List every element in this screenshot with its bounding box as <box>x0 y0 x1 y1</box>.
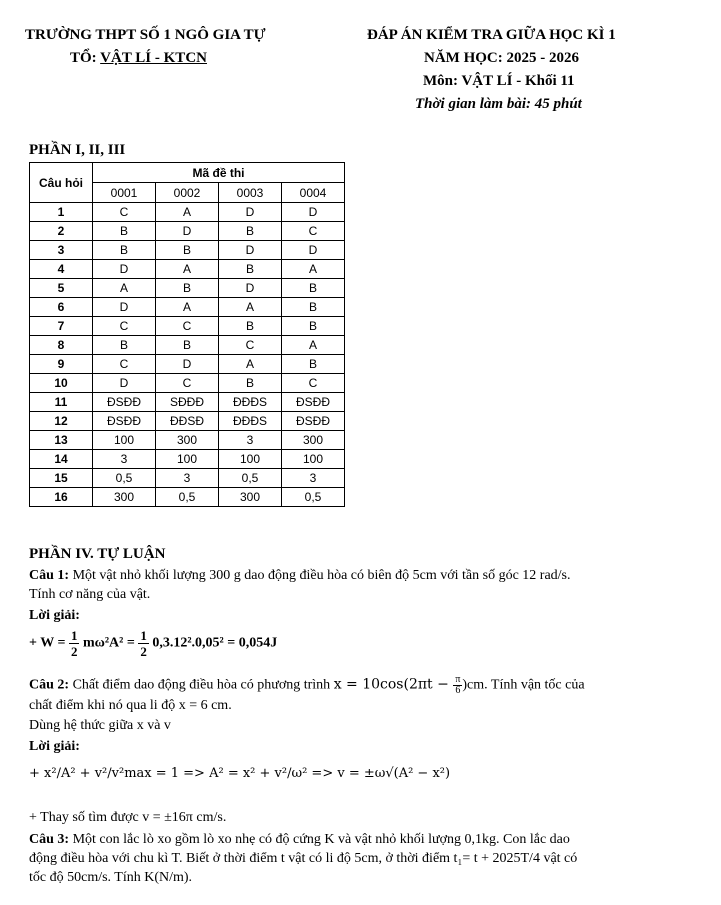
frac-num-2: 1 <box>140 628 147 643</box>
table-row <box>30 241 345 260</box>
answer-cell: B <box>282 298 345 317</box>
exam-title: ĐÁP ÁN KIỂM TRA GIỮA HỌC KÌ 1 <box>367 27 616 43</box>
q3-label: Câu 3: <box>29 832 70 847</box>
answer-cell: C <box>156 317 219 336</box>
answer-cell: A <box>156 260 219 279</box>
answer-cell: B <box>282 355 345 374</box>
q1-solution-label: Lời giải: <box>29 608 80 623</box>
answer-cell: 100 <box>156 450 219 469</box>
question-number: 7 <box>30 317 93 336</box>
q1-label: Câu 1: <box>29 568 70 583</box>
answer-cell: D <box>93 298 156 317</box>
answer-cell: 300 <box>93 488 156 507</box>
question-number: 6 <box>30 298 93 317</box>
answer-cell: ĐĐSĐ <box>156 412 219 431</box>
answer-cell: D <box>156 355 219 374</box>
school-name: TRƯỜNG THPT SỐ 1 NGÔ GIA TỰ <box>25 27 266 43</box>
code-group-header: Mã đề thi <box>93 163 345 183</box>
answer-cell: 300 <box>282 431 345 450</box>
fraction-half <box>69 628 80 659</box>
answer-table <box>29 162 345 507</box>
code-header-0003: 0003 <box>219 183 282 203</box>
answer-cell: ĐSĐĐ <box>93 412 156 431</box>
question-number: 10 <box>30 374 93 393</box>
answer-cell: D <box>282 203 345 222</box>
answer-cell: D <box>282 241 345 260</box>
code-header-0004: 0004 <box>282 183 345 203</box>
q2-equation: x = 10cos(2πt − <box>333 676 454 693</box>
answer-cell: A <box>219 298 282 317</box>
question-number: 9 <box>30 355 93 374</box>
department <box>70 50 207 67</box>
frac-num: 1 <box>70 628 78 643</box>
answer-cell: 100 <box>282 450 345 469</box>
answer-cell: D <box>156 222 219 241</box>
answer-cell: 3 <box>282 469 345 488</box>
answer-cell: C <box>219 336 282 355</box>
table-row <box>30 336 345 355</box>
question-number: 15 <box>30 469 93 488</box>
table-row <box>30 393 345 412</box>
answer-cell: 0,5 <box>156 488 219 507</box>
q1-sol-tail: 0,3.12².0,05² = 0,054J <box>152 635 278 651</box>
table-row <box>30 222 345 241</box>
answer-cell: ĐSĐĐ <box>282 412 345 431</box>
frac-pi: π <box>455 674 461 685</box>
q3-line1 <box>29 832 570 848</box>
answer-cell: ĐSĐĐ <box>93 393 156 412</box>
answer-cell: A <box>156 298 219 317</box>
school-year: NĂM HỌC: 2025 - 2026 <box>424 50 579 66</box>
answer-cell: 0,5 <box>219 469 282 488</box>
answer-cell: A <box>219 355 282 374</box>
question-number: 16 <box>30 488 93 507</box>
answer-cell: 0,5 <box>282 488 345 507</box>
table-row <box>30 203 345 222</box>
answer-cell: ĐSĐĐ <box>282 393 345 412</box>
q2-solution-formula: + x²/A² + v²/v²max = 1 => A² = x² + v²/ω² => v = ±ω√(A² − x²) <box>29 766 451 781</box>
q1-sol-prefix: + W = <box>29 635 69 651</box>
fraction-half-2 <box>138 628 149 659</box>
answer-cell: B <box>219 222 282 241</box>
q1-line2: Tính cơ năng của vật. <box>29 587 151 602</box>
answer-cell: A <box>156 203 219 222</box>
answer-cell: B <box>282 317 345 336</box>
answer-cell: 3 <box>156 469 219 488</box>
question-number: 11 <box>30 393 93 412</box>
q2-line2: chất điểm khi nó qua li độ x = 6 cm. <box>29 698 232 713</box>
department-prefix: TỔ: <box>70 50 101 66</box>
table-row <box>30 298 345 317</box>
answer-cell: C <box>156 374 219 393</box>
table-row <box>30 431 345 450</box>
table-row <box>30 260 345 279</box>
subject: Môn: VẬT LÍ - Khối 11 <box>423 73 575 89</box>
code-header-0002: 0002 <box>156 183 219 203</box>
answer-cell: B <box>93 241 156 260</box>
part4-title: PHẦN IV. TỰ LUẬN <box>29 546 166 562</box>
table-row <box>30 488 345 507</box>
table-row <box>30 279 345 298</box>
answer-cell: C <box>93 355 156 374</box>
part1-title: PHẦN I, II, III <box>29 142 126 158</box>
frac-den: 2 <box>70 644 78 659</box>
q3-line2: động điều hòa với chu kì T. Biết ở thời điểm t vật có li độ 5cm, ở thời điểm t₁= t + 2025T/4 vật có <box>29 851 578 866</box>
question-number: 1 <box>30 203 93 222</box>
answer-cell: C <box>93 317 156 336</box>
q1-text: Một vật nhỏ khối lượng 300 g dao động điều hòa có biên độ 5cm với tần số góc 12 rad/s. <box>69 568 571 583</box>
table-row <box>30 450 345 469</box>
answer-cell: 100 <box>93 431 156 450</box>
answer-cell: B <box>156 241 219 260</box>
frac-six: 6 <box>455 685 461 696</box>
frac-den-2: 2 <box>140 644 147 659</box>
answer-cell: D <box>93 374 156 393</box>
q2-line1 <box>29 675 585 696</box>
table-row <box>30 374 345 393</box>
answer-cell: 0,5 <box>93 469 156 488</box>
answer-cell: B <box>156 336 219 355</box>
col-question-header: Câu hỏi <box>30 163 93 203</box>
answer-cell: C <box>282 222 345 241</box>
table-row <box>30 355 345 374</box>
answer-cell: A <box>282 336 345 355</box>
question-number: 12 <box>30 412 93 431</box>
code-header-0001: 0001 <box>93 183 156 203</box>
answer-cell: 3 <box>219 431 282 450</box>
question-number: 3 <box>30 241 93 260</box>
table-row <box>30 469 345 488</box>
answer-cell: B <box>282 279 345 298</box>
answer-cell: B <box>156 279 219 298</box>
answer-cell: B <box>219 374 282 393</box>
answer-cell: B <box>219 317 282 336</box>
q2-line3: Dùng hệ thức giữa x và v <box>29 718 171 733</box>
answer-cell: 3 <box>93 450 156 469</box>
answer-cell: 100 <box>219 450 282 469</box>
question-number: 13 <box>30 431 93 450</box>
question-number: 2 <box>30 222 93 241</box>
q3-line3: tốc độ 50cm/s. Tính K(N/m). <box>29 870 193 885</box>
answer-cell: 300 <box>156 431 219 450</box>
answer-cell: SĐĐĐ <box>156 393 219 412</box>
answer-cell: C <box>93 203 156 222</box>
department-name: VẬT LÍ - KTCN <box>100 50 207 66</box>
answer-cell: ĐĐĐS <box>219 393 282 412</box>
answer-cell: 300 <box>219 488 282 507</box>
answer-cell: C <box>282 374 345 393</box>
answer-cell: A <box>282 260 345 279</box>
answer-cell: D <box>219 279 282 298</box>
answer-cell: A <box>93 279 156 298</box>
q1-sol-mid: mω²A² = <box>82 635 139 651</box>
answer-cell: ĐĐĐS <box>219 412 282 431</box>
q3-text: Một con lắc lò xo gồm lò xo nhẹ có độ cứng K và vật nhỏ khối lượng 0,1kg. Con lắc dao <box>69 832 570 847</box>
question-number: 14 <box>30 450 93 469</box>
question-number: 4 <box>30 260 93 279</box>
question-number: 8 <box>30 336 93 355</box>
table-row <box>30 317 345 336</box>
answer-cell: D <box>219 203 282 222</box>
question-number: 5 <box>30 279 93 298</box>
q1-solution <box>29 628 277 659</box>
answer-cell: D <box>219 241 282 260</box>
q2-text-b: )cm. Tính vận tốc của <box>462 677 585 693</box>
q1-line1 <box>29 568 571 584</box>
table-row <box>30 412 345 431</box>
q2-label: Câu 2: <box>29 677 70 693</box>
q2-result: + Thay số tìm được v = ±16π cm/s. <box>29 810 227 825</box>
answer-cell: D <box>93 260 156 279</box>
duration: Thời gian làm bài: 45 phút <box>415 96 582 112</box>
answer-cell: B <box>219 260 282 279</box>
answer-cell: B <box>93 222 156 241</box>
q2-solution-label: Lời giải: <box>29 739 80 754</box>
answer-cell: B <box>93 336 156 355</box>
q2-text-a: Chất điểm dao động điều hòa có phương trình <box>69 677 334 693</box>
